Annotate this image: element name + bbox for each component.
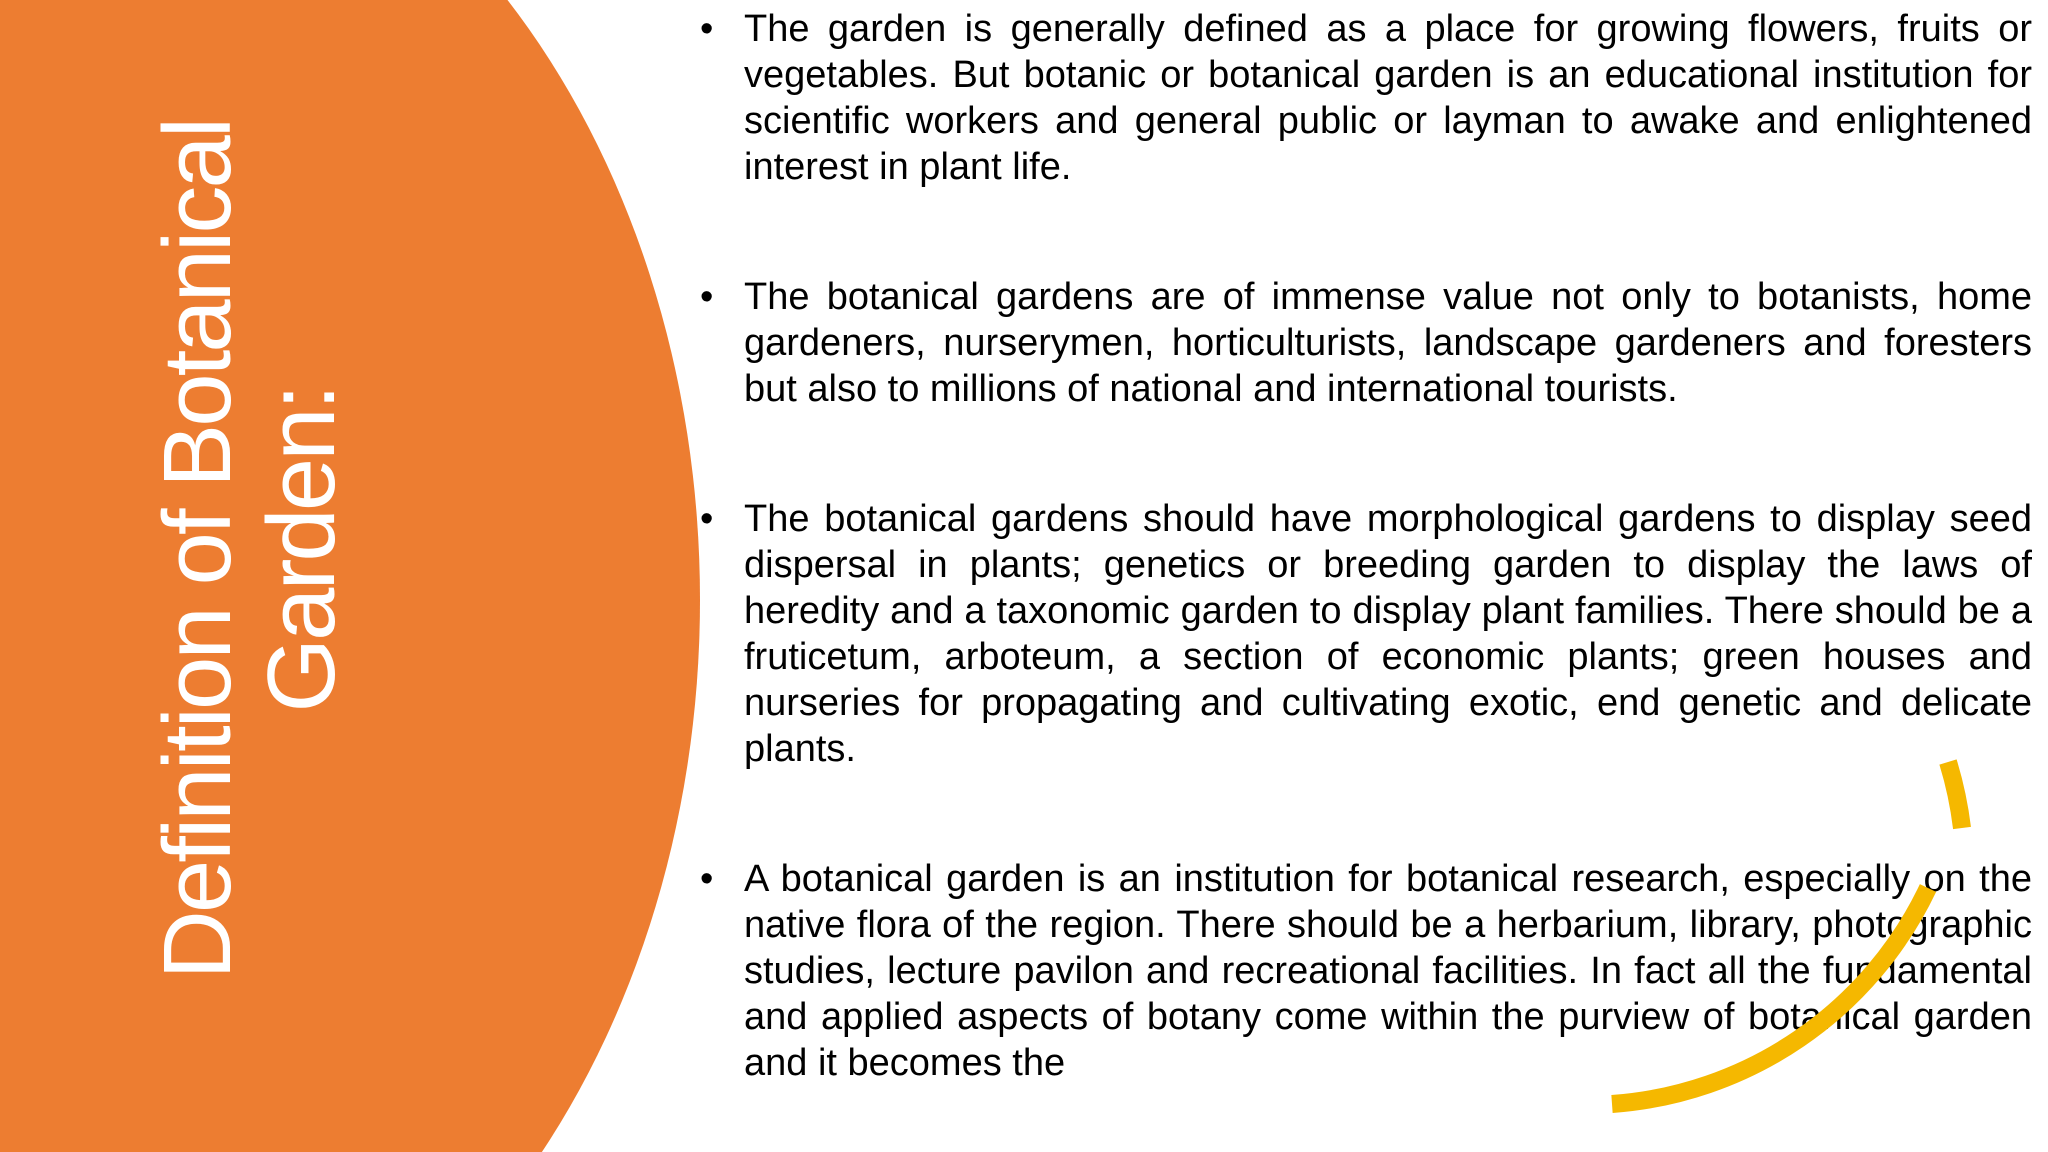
title-line-1: Definition of Botanical	[144, 120, 252, 980]
bullet-item: • The garden is generally defined as a place for growing flowers, fruits or vegetables. But botanic or botanical garden is an educational institution for scientific workers and general public or layman to awake and enlightened interest in plant life.	[700, 6, 2032, 190]
bullet-list	[700, 6, 2032, 1086]
slide-title	[144, 120, 356, 980]
bullet-item: • The botanical gardens should have morphological gardens to display seed dispersal in plants; genetics or breeding garden to display the laws of heredity and a taxonomic garden to display plant families. There should be a fruticetum, arboteum, a section of economic plants; green houses and nurseries for propagating and cultivating exotic, end genetic and delicate plants.	[700, 496, 2032, 772]
bullet-item: • The botanical gardens are of immense value not only to botanists, home gardeners, nurserymen, horticulturists, landscape gardeners and foresters but also to millions of national and international tourists.	[700, 274, 2032, 412]
title-line-2: Garden:	[248, 387, 356, 713]
bullet-item: • A botanical garden is an institution for botanical research, especially on the native flora of the region. There should be a herbarium, library, photographic studies, lecture pavilon and recreational facilities. In fact all the fundamental and applied aspects of botany come within the purview of botanical garden and it becomes the	[700, 856, 2032, 1086]
title-area	[70, 90, 430, 1010]
